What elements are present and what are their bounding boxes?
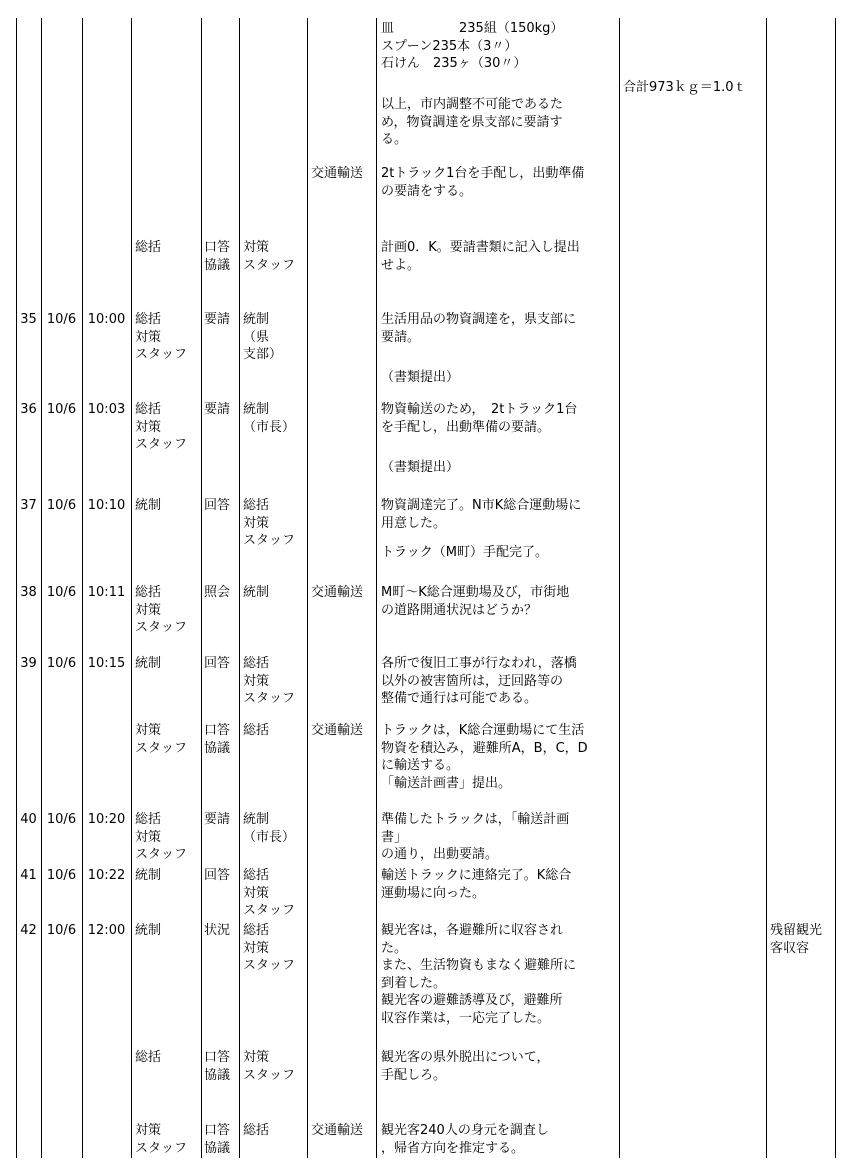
row-to: 統制 [243,585,270,600]
row-type: 要請 [204,312,231,327]
row-to: 統制 （市長） [243,812,296,845]
row-to: 総括 [243,723,270,738]
row-time: 10:15 [87,656,126,671]
row-from: 統制 [135,656,162,671]
row-from: 対策 スタッフ [135,1123,188,1156]
row-from: 総括 対策 スタッフ [135,812,188,862]
column-border [835,18,836,1158]
row-category: 交通輸送 [311,1123,364,1138]
row-to: 総括 [243,1123,270,1138]
row-to: 総括 対策 スタッフ [243,923,296,973]
row-number: 42 [20,923,37,938]
row-date: 10/6 [46,868,77,883]
row-time: 12:00 [87,923,126,938]
row-from: 総括 [135,1050,162,1065]
row-type: 状況 [204,923,231,938]
column-border [307,18,308,1158]
row-to: 総括 対策 スタッフ [243,498,296,548]
row-type: 照会 [204,585,231,600]
row-content: 準備したトラックは，「輸送計画 書」 の通り，出動要請。 [381,812,570,862]
row-to: 統制 （県 支部） [243,312,283,362]
row-date: 10/6 [46,498,77,513]
row-type: 回答 [204,498,231,513]
row-from: 対策 スタッフ [135,723,188,756]
row-content: 観光客の県外脱出について， 手配しろ。 [381,1050,550,1083]
row-type: 口答 協議 [204,1050,231,1083]
row-from: 統制 [135,498,162,513]
content-cell: 皿 235組（150kg） スプーン235本（3〃） 石けん 235ヶ（30〃） [381,21,564,71]
row-date: 10/6 [46,312,77,327]
content-cell: 2tトラック1台を手配し，出動準備 の要請をする。 [381,166,585,199]
row-from: 総括 対策 スタッフ [135,312,188,362]
row-content: 観光客240人の身元を調査し ，帰省方向を推定する。 [381,1123,549,1156]
row-to: 対策 スタッフ [243,1050,296,1083]
row-number: 35 [20,312,37,327]
row-content: 観光客は，各避難所に収容され た。 また、生活物資もまなく避難所に 到着した。 観光客の避難誘導及び，避難所 収容作業は，一応完了した。 [381,923,577,1026]
row-note: （書類提出） [381,460,460,475]
row-number: 40 [20,812,37,827]
row-number: 41 [20,868,37,883]
row-to: 対策 スタッフ [243,240,296,273]
column-border [376,18,377,1158]
column-border [766,18,767,1158]
content-cell: 以上，市内調整不可能であるた め，物資調達を県支部に要請す る。 [381,97,564,147]
row-type: 要請 [204,402,231,417]
row-type: 口答 協議 [204,240,231,273]
column-border [201,18,202,1158]
row-number: 38 [20,585,37,600]
row-to: 統制 （市長） [243,402,296,435]
row-type: 口答 協議 [204,723,231,756]
row-date: 10/6 [46,402,77,417]
row-category: 交通輸送 [311,723,364,738]
row-time: 10:10 [87,498,126,513]
category-cell: 交通輸送 [311,166,364,181]
row-from: 統制 [135,868,162,883]
row-content: 物資輸送のため， 2tトラック1台 を手配し，出動準備の要請。 [381,402,578,435]
row-time: 10:00 [87,312,126,327]
row-from: 総括 対策 スタッフ [135,585,188,635]
row-content: トラックは，K総合運動場にて生活 物資を積込み，避難所A，B，C，D に輸送する。 「輸送計画書」提出。 [381,723,588,791]
row-event: 残留観光 客収容 [770,923,823,956]
row-category: 交通輸送 [311,585,364,600]
row-content: 輸送トラックに連絡完了。K総合 運動場に向った。 [381,868,572,901]
row-number: 36 [20,402,37,417]
row-content: 物資調達完了。N市K総合運動場に 用意した。 [381,498,582,531]
column-border [619,18,620,1158]
row-content: 各所で復旧工事が行なわれ，落橋 以外の被害箇所は，迂回路等の 整備で通行は可能である。 [381,656,577,706]
row-to: 総括 対策 スタッフ [243,656,296,706]
row-number: 37 [20,498,37,513]
row-type: 回答 [204,868,231,883]
row-time: 10:20 [87,812,126,827]
row-note: トラック（M町）手配完了。 [381,545,548,560]
row-from: 統制 [135,923,162,938]
row-note: （書類提出） [381,370,460,385]
row-type: 要請 [204,812,231,827]
row-type: 回答 [204,656,231,671]
row-from: 総括 対策 スタッフ [135,402,188,452]
row-date: 10/6 [46,923,77,938]
row-from: 総括 [135,240,162,255]
row-content: 生活用品の物資調達を，県支部に 要請。 [381,312,577,345]
row-time: 10:22 [87,868,126,883]
row-type: 口答 協議 [204,1123,231,1156]
row-content: 計画0．K。要請書類に記入し提出 せよ。 [381,240,580,273]
row-date: 10/6 [46,812,77,827]
remark-cell: 合計973ｋｇ＝1.0ｔ [623,80,747,95]
row-to: 総括 対策 スタッフ [243,868,296,918]
row-date: 10/6 [46,585,77,600]
row-time: 10:11 [87,585,126,600]
row-content: M町～K総合運動場及び，市街地 の道路開通状況はどうか？ [381,585,570,618]
column-border [239,18,240,1158]
row-date: 10/6 [46,656,77,671]
column-border [131,18,132,1158]
row-number: 39 [20,656,37,671]
row-time: 10:03 [87,402,126,417]
